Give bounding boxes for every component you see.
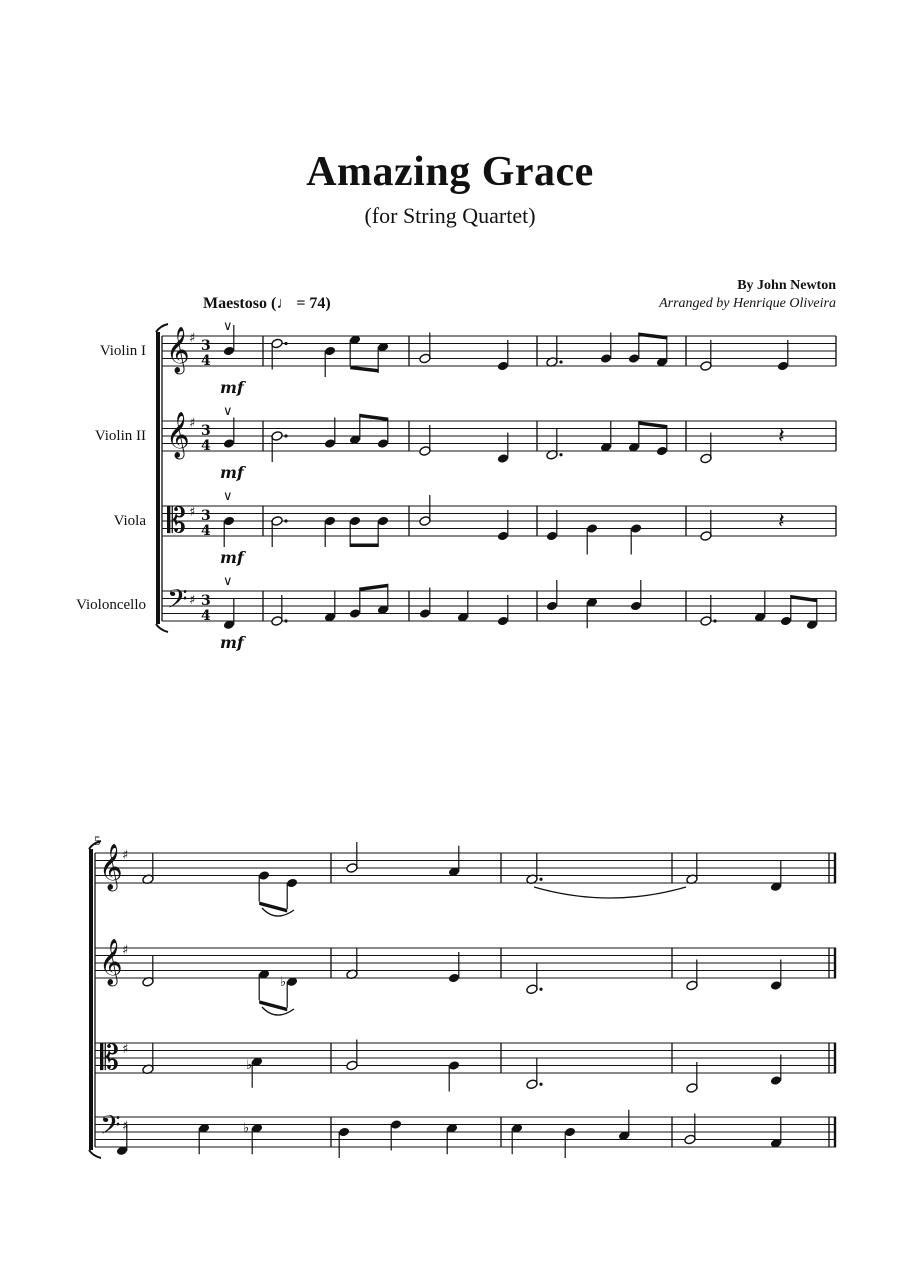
beam bbox=[639, 333, 667, 340]
time-signature-bottom: 4 bbox=[201, 438, 211, 454]
up-bow-mark: ∨ bbox=[223, 319, 233, 334]
treble-clef: 𝄞 bbox=[166, 412, 190, 458]
piece-subtitle: (for String Quartet) bbox=[364, 203, 536, 228]
dot bbox=[539, 1083, 542, 1086]
up-bow-mark: ∨ bbox=[223, 574, 233, 589]
piece-title: Amazing Grace bbox=[306, 149, 594, 195]
key-signature-sharp: ♯ bbox=[189, 593, 196, 608]
beam bbox=[259, 902, 287, 913]
key-signature-sharp: ♯ bbox=[189, 416, 196, 431]
dot bbox=[539, 988, 542, 991]
beam bbox=[360, 584, 388, 591]
key-signature-sharp: ♯ bbox=[189, 331, 196, 346]
bass-clef: 𝄢 bbox=[100, 1109, 121, 1147]
measure-number: 5 bbox=[94, 833, 101, 848]
flat-accidental: ♭ bbox=[280, 975, 287, 990]
dynamic-mf: mf bbox=[220, 463, 244, 482]
beam bbox=[259, 1000, 287, 1011]
dynamic-mf: mf bbox=[220, 548, 244, 567]
composer-credit: By John Newton bbox=[737, 278, 836, 293]
flat-accidental: ♭ bbox=[246, 1058, 253, 1073]
key-signature-sharp: ♯ bbox=[122, 848, 129, 863]
alto-clef: 𝄡 bbox=[167, 501, 186, 541]
dot bbox=[559, 453, 562, 456]
time-signature-bottom: 4 bbox=[201, 608, 211, 624]
time-signature-top: 3 bbox=[201, 338, 211, 354]
quarter-rest: 𝄽 bbox=[778, 509, 785, 534]
bracket-bottom bbox=[89, 1150, 101, 1158]
time-signature-top: 3 bbox=[201, 508, 211, 524]
key-signature-sharp: ♯ bbox=[189, 505, 196, 520]
key-signature-sharp: ♯ bbox=[122, 943, 129, 958]
instrument-label-violin-1: Violin I bbox=[99, 343, 146, 359]
dot bbox=[284, 519, 287, 522]
dot bbox=[284, 342, 287, 345]
key-signature-sharp: ♯ bbox=[122, 1119, 129, 1134]
dynamic-mf: mf bbox=[220, 633, 244, 652]
treble-clef: 𝄞 bbox=[99, 844, 123, 890]
bass-clef: 𝄢 bbox=[167, 583, 188, 621]
tie bbox=[534, 887, 686, 898]
dot bbox=[539, 878, 542, 881]
dot bbox=[713, 619, 716, 622]
dot bbox=[284, 619, 287, 622]
beam bbox=[350, 366, 378, 373]
instrument-label-violin-2: Violin II bbox=[94, 428, 146, 444]
time-signature-bottom: 4 bbox=[201, 523, 211, 539]
instrument-label-viola: Viola bbox=[113, 513, 146, 529]
alto-clef: 𝄡 bbox=[100, 1038, 119, 1078]
beam bbox=[639, 421, 667, 428]
beam bbox=[791, 595, 817, 602]
instrument-label-cello: Violoncello bbox=[76, 597, 146, 613]
flat-accidental: ♭ bbox=[243, 1121, 250, 1136]
time-signature-top: 3 bbox=[201, 423, 211, 439]
treble-clef: 𝄞 bbox=[166, 327, 190, 373]
quarter-rest: 𝄽 bbox=[778, 424, 785, 449]
notes bbox=[99, 319, 818, 1158]
time-signature-top: 3 bbox=[201, 593, 211, 609]
time-signature-bottom: 4 bbox=[201, 353, 211, 369]
treble-clef: 𝄞 bbox=[99, 939, 123, 985]
up-bow-mark: ∨ bbox=[223, 489, 233, 504]
bracket-bottom bbox=[156, 624, 168, 632]
dot bbox=[559, 360, 562, 363]
key-signature-sharp: ♯ bbox=[122, 1042, 129, 1057]
beam bbox=[350, 544, 378, 548]
beam bbox=[360, 414, 388, 421]
arranger-credit: Arranged by Henrique Oliveira bbox=[659, 296, 836, 311]
tempo-marking: Maestoso (♩ = 74) bbox=[203, 295, 331, 312]
dynamic-mf: mf bbox=[220, 378, 244, 397]
dot bbox=[284, 434, 287, 437]
up-bow-mark: ∨ bbox=[223, 404, 233, 419]
